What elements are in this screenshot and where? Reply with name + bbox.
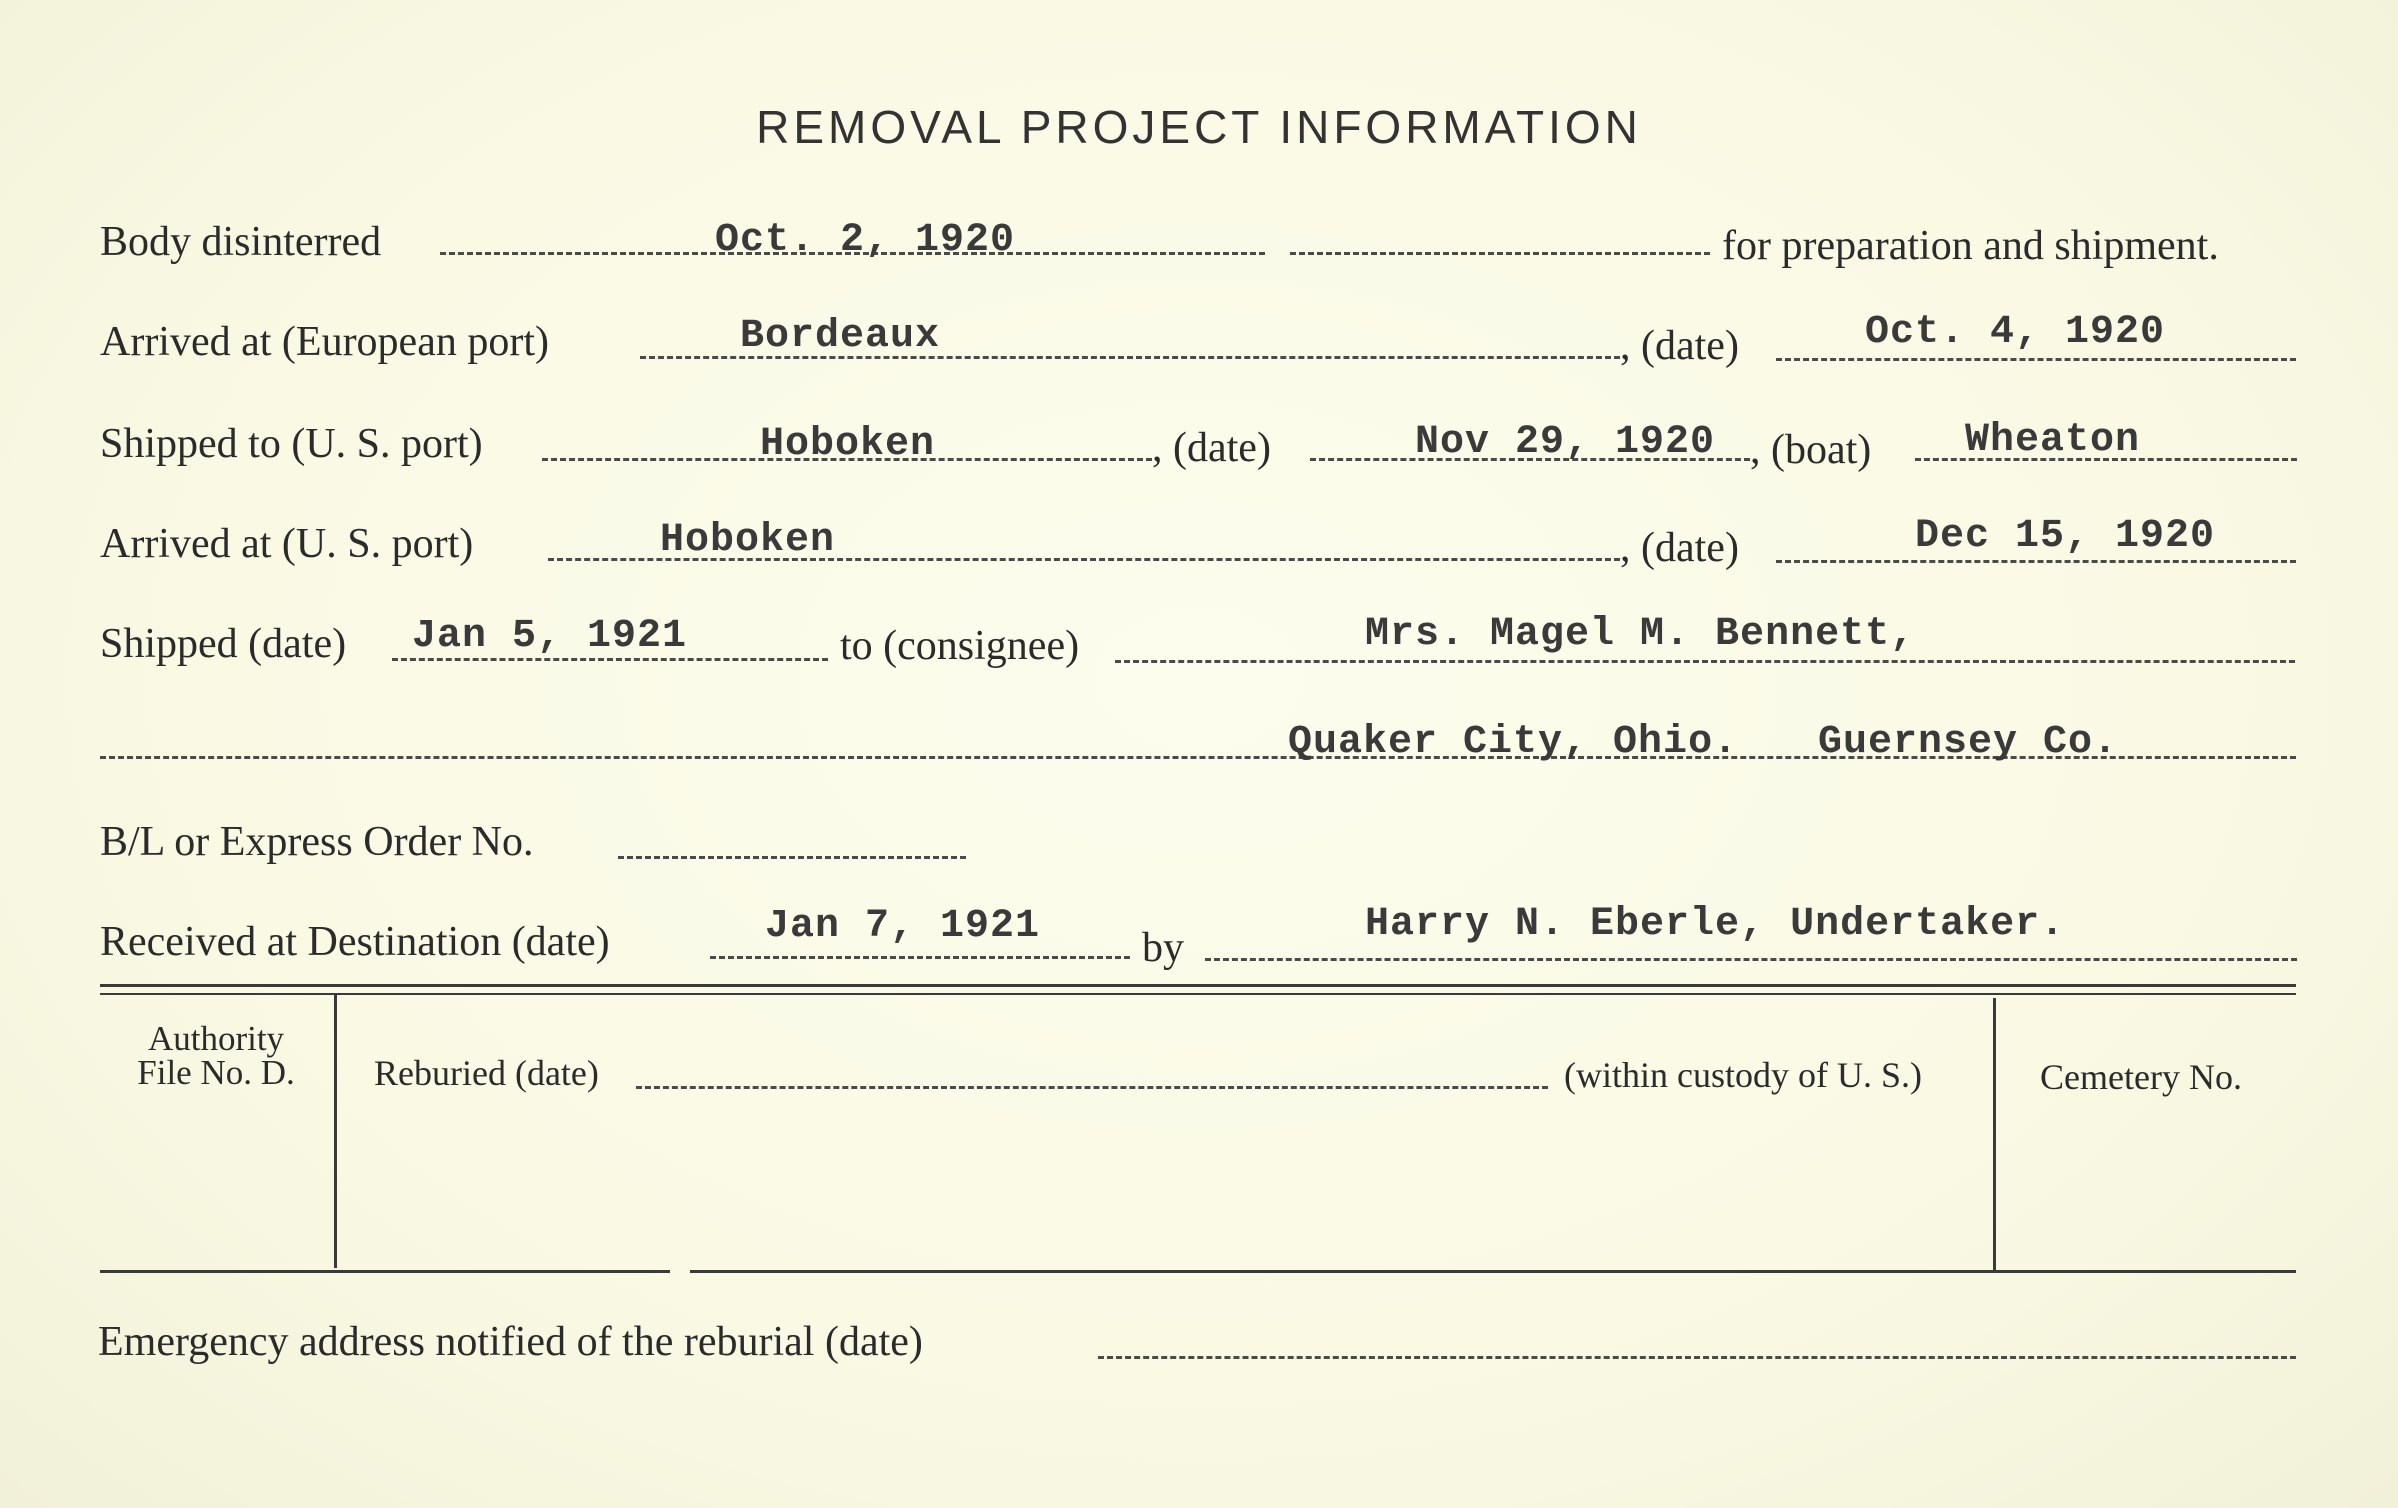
arrived-euro-date-value: Oct. 4, 1920 <box>1865 310 2166 355</box>
arrived-us-date-line <box>1776 560 2296 563</box>
disinterred-suffix: for preparation and shipment. <box>1722 223 2219 269</box>
shipped-us-date-value: Nov 29, 1920 <box>1415 420 1716 465</box>
box-top-rule-2 <box>100 993 2296 995</box>
form-title: REMOVAL PROJECT INFORMATION <box>756 101 1642 153</box>
arrived-us-label: Arrived at (U. S. port) <box>100 521 474 567</box>
emergency-line <box>1098 1356 2296 1359</box>
arrived-euro-date-label: , (date) <box>1620 323 1739 369</box>
arrived-euro-value: Bordeaux <box>740 314 941 359</box>
reburied-label: Reburied (date) <box>374 1053 599 1093</box>
cemetery-label: Cemetery No. <box>2040 1057 2242 1097</box>
shipped-us-label: Shipped to (U. S. port) <box>100 421 483 467</box>
received-label: Received at Destination (date) <box>100 919 610 965</box>
received-value: Jan 7, 1921 <box>765 904 1041 949</box>
box-divider-left <box>334 994 337 1268</box>
consignee-line <box>1115 660 2295 663</box>
box-divider-right <box>1993 998 1996 1272</box>
consignee-value: Mrs. Magel M. Bennett, <box>1365 612 1916 657</box>
disinterred-value: Oct. 2, 1920 <box>715 218 1016 263</box>
arrived-euro-label: Arrived at (European port) <box>100 319 549 365</box>
bl-line <box>618 856 966 859</box>
bl-label: B/L or Express Order No. <box>100 819 534 865</box>
shipped-us-date-label: , (date) <box>1152 425 1271 471</box>
address-value: Quaker City, Ohio. <box>1288 720 1739 765</box>
received-line <box>710 956 1130 959</box>
shipped-date-value: Jan 5, 1921 <box>412 614 688 659</box>
custody-label: (within custody of U. S.) <box>1564 1055 1922 1095</box>
shipped-us-boat-label: , (boat) <box>1750 427 1872 473</box>
box-top-rule <box>100 984 2296 987</box>
arrived-us-date-value: Dec 15, 1920 <box>1915 514 2216 559</box>
shipped-us-value: Hoboken <box>760 422 936 467</box>
received-by-line <box>1205 958 2297 961</box>
disinterred-label: Body disinterred <box>100 219 382 265</box>
shipped-us-boat-value: Wheaton <box>1965 418 2141 463</box>
authority-label-2: File No. D. <box>137 1053 295 1092</box>
box-bottom-rule-left <box>100 1270 670 1273</box>
disinterred-line-2 <box>1290 252 1710 255</box>
received-by-value: Harry N. Eberle, Undertaker. <box>1365 902 2066 947</box>
box-bottom-rule-right <box>690 1270 2296 1273</box>
arrived-us-value: Hoboken <box>660 518 836 563</box>
county-value: Guernsey Co. <box>1818 720 2119 765</box>
authority-label-1: Authority <box>147 1019 285 1058</box>
consignee-label: to (consignee) <box>840 623 1080 669</box>
shipped-date-label: Shipped (date) <box>100 621 347 667</box>
reburied-line <box>636 1086 1548 1089</box>
received-by-label: by <box>1142 925 1184 971</box>
arrived-us-date-label: , (date) <box>1620 525 1739 571</box>
arrived-euro-date-line <box>1776 358 2296 361</box>
emergency-label: Emergency address notified of the reburial (date) <box>98 1319 923 1365</box>
